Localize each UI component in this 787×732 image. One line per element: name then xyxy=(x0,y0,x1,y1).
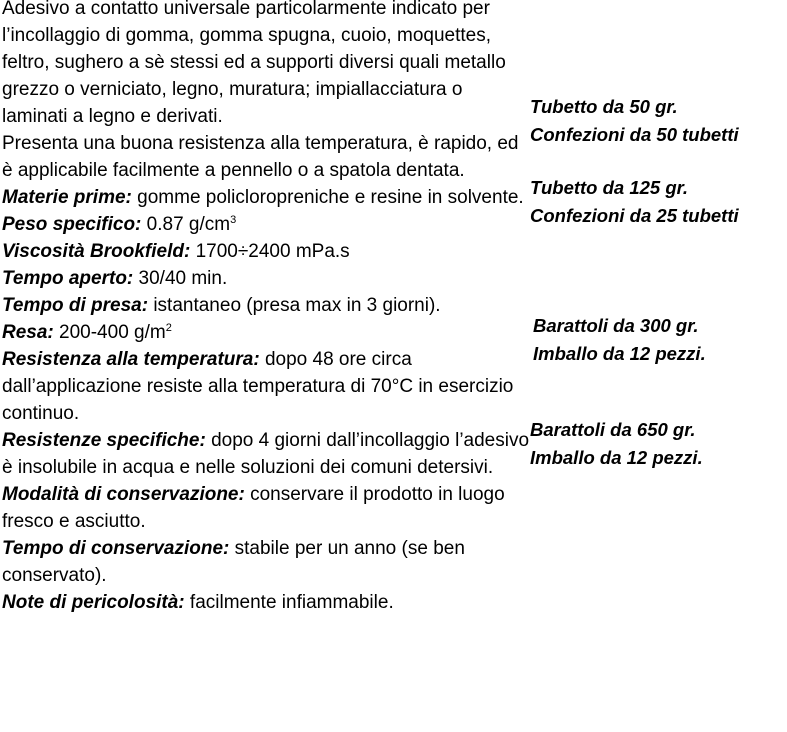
spec-resistenze-specifiche xyxy=(2,427,532,481)
packaging-unit: Confezioni da 25 tubetti xyxy=(530,205,739,226)
spec-label: Resa: xyxy=(2,322,54,343)
spec-label: Viscosità Brookfield: xyxy=(2,241,191,262)
resistance-paragraph: Presenta una buona resistenza alla temperatura, è rapido, ed è applicabile facilmente a pennello o a spatola dentata. xyxy=(2,133,519,181)
spec-tempo-presa xyxy=(2,292,532,319)
spec-peso-specifico xyxy=(2,211,532,238)
spec-label: Materie prime: xyxy=(2,187,132,208)
packaging-size: Tubetto da 50 gr. xyxy=(530,96,678,117)
spec-value: gomme policloropreniche e resine in solvente. xyxy=(131,187,524,208)
packaging-size: Tubetto da 125 gr. xyxy=(530,177,688,198)
packaging-option-2 xyxy=(530,174,787,230)
spec-materie-prime xyxy=(2,184,532,211)
spec-resa xyxy=(2,319,532,346)
spec-label: Tempo di presa: xyxy=(2,295,149,316)
spec-unit-exponent: 2 xyxy=(165,322,172,334)
spec-label: Note di pericolosità: xyxy=(2,592,185,613)
spec-value: 1700÷2400 mPa.s xyxy=(190,241,350,262)
spec-value: 0.87 g/cm xyxy=(141,214,231,235)
packaging-size: Barattoli da 650 gr. xyxy=(530,419,696,440)
spec-value: dopo 48 ore circa dall’applicazione resiste alla temperatura di 70°C in esercizio continuo. xyxy=(2,349,514,424)
spec-label: Tempo di conservazione: xyxy=(2,538,230,559)
intro-paragraph: Adesivo a contatto universale particolarmente indicato per l’incollaggio di gomma, gomma spugna, cuoio, moquettes, feltro, sughero a sè stessi ed a supporti diversi quali metallo grezzo o verniciato, legno, muratura; impiallacciatura o laminati a legno e derivati. xyxy=(2,0,506,127)
spec-resistenza-temperatura xyxy=(2,346,532,427)
packaging-size: Barattoli da 300 gr. xyxy=(533,315,699,336)
packaging-option-1 xyxy=(530,93,787,149)
spec-value: facilmente infiammabile. xyxy=(184,592,394,613)
spec-label: Modalità di conservazione: xyxy=(2,484,245,505)
spec-note-pericolosita xyxy=(2,589,532,616)
spec-viscosita xyxy=(2,238,532,265)
spec-value: conservare il prodotto in luogo fresco e asciutto. xyxy=(2,484,505,532)
spec-value: 200-400 g/m xyxy=(53,322,166,343)
spec-value: 30/40 min. xyxy=(133,268,228,289)
spec-value: istantaneo (presa max in 3 giorni). xyxy=(148,295,441,316)
spec-label: Resistenze specifiche: xyxy=(2,430,206,451)
spec-unit-exponent: 3 xyxy=(230,214,237,226)
spec-modalita-conservazione xyxy=(2,481,532,535)
spec-label: Resistenza alla temperatura: xyxy=(2,349,260,370)
spec-label: Peso specifico: xyxy=(2,214,142,235)
packaging-unit: Confezioni da 50 tubetti xyxy=(530,124,739,145)
packaging-unit: Imballo da 12 pezzi. xyxy=(533,343,706,364)
spec-value: dopo 4 giorni dall’incollaggio l’adesivo è insolubile in acqua e nelle soluzioni dei comuni detersivi. xyxy=(2,430,530,478)
spec-value: stabile per un anno (se ben conservato). xyxy=(2,538,465,586)
product-description xyxy=(2,0,532,616)
spec-tempo-conservazione xyxy=(2,535,532,589)
packaging-option-4 xyxy=(530,416,787,472)
spec-label: Tempo aperto: xyxy=(2,268,134,289)
spec-tempo-aperto xyxy=(2,265,532,292)
packaging-unit: Imballo da 12 pezzi. xyxy=(530,447,703,468)
packaging-option-3 xyxy=(533,312,787,368)
